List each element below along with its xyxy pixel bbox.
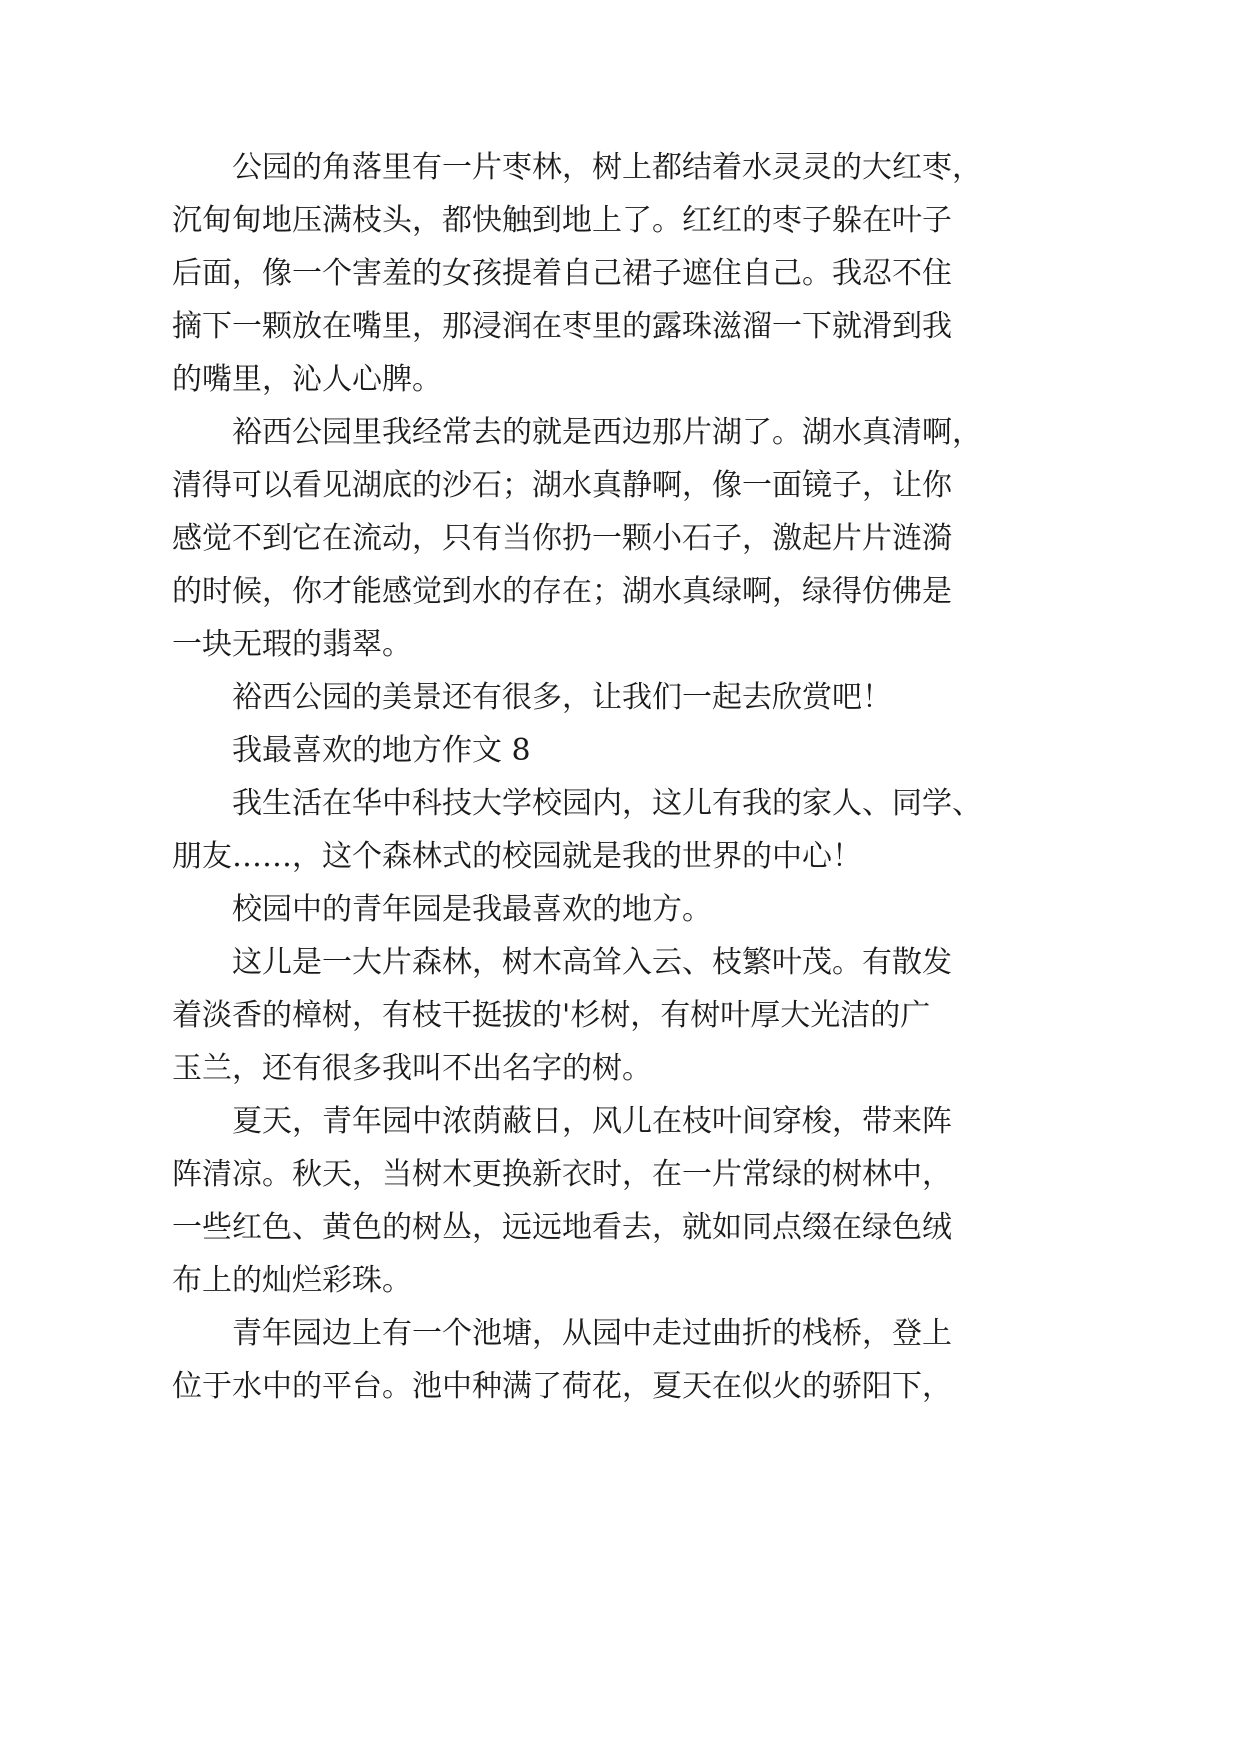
text-line: 摘下一颗放在嘴里，那浸润在枣里的露珠滋溜一下就滑到我	[172, 309, 952, 344]
text-line: 着淡香的樟树，有枝干挺拔的'杉树，有树叶厚大光洁的广	[172, 998, 931, 1033]
text-line: 位于水中的平台。池中种满了荷花，夏天在似火的骄阳下，	[172, 1369, 952, 1404]
text-line: 朋友……，这个森林式的校园就是我的世界的中心！	[172, 839, 862, 874]
text-line: 玉兰，还有很多我叫不出名字的树。	[172, 1051, 652, 1086]
text-line: 的嘴里，沁人心脾。	[172, 362, 442, 397]
text-line: 校园中的青年园是我最喜欢的地方。	[232, 892, 712, 927]
text-line: 后面，像一个害羞的女孩提着自己裙子遮住自己。我忍不住	[172, 256, 952, 291]
text-line: 一块无瑕的翡翠。	[172, 627, 412, 662]
text-line: 清得可以看见湖底的沙石；湖水真静啊，像一面镜子，让你	[172, 468, 952, 503]
text-line: 夏天，青年园中浓荫蔽日，风儿在枝叶间穿梭，带来阵	[232, 1104, 952, 1139]
text-line: 阵清凉。秋天，当树木更换新衣时，在一片常绿的树林中，	[172, 1157, 952, 1192]
section-title: 我最喜欢的地方作文 8	[232, 733, 531, 768]
text-line: 沉甸甸地压满枝头，都快触到地上了。红红的枣子躲在叶子	[172, 203, 952, 238]
text-line: 一些红色、黄色的树丛，远远地看去，就如同点缀在绿色绒	[172, 1210, 952, 1245]
text-line: 我生活在华中科技大学校园内，这儿有我的家人、同学、	[232, 786, 982, 821]
text-line: 裕西公园里我经常去的就是西边那片湖了。湖水真清啊，	[232, 415, 982, 450]
text-line: 这儿是一大片森林，树木高耸入云、枝繁叶茂。有散发	[232, 945, 952, 980]
text-line: 青年园边上有一个池塘，从园中走过曲折的栈桥，登上	[232, 1316, 952, 1351]
text-line: 裕西公园的美景还有很多，让我们一起去欣赏吧！	[232, 680, 892, 715]
text-line: 布上的灿烂彩珠。	[172, 1263, 412, 1298]
text-line: 感觉不到它在流动，只有当你扔一颗小石子，激起片片涟漪	[172, 521, 952, 556]
text-line: 公园的角落里有一片枣林，树上都结着水灵灵的大红枣，	[232, 150, 982, 185]
text-line: 的时候，你才能感觉到水的存在；湖水真绿啊，绿得仿佛是	[172, 574, 952, 609]
